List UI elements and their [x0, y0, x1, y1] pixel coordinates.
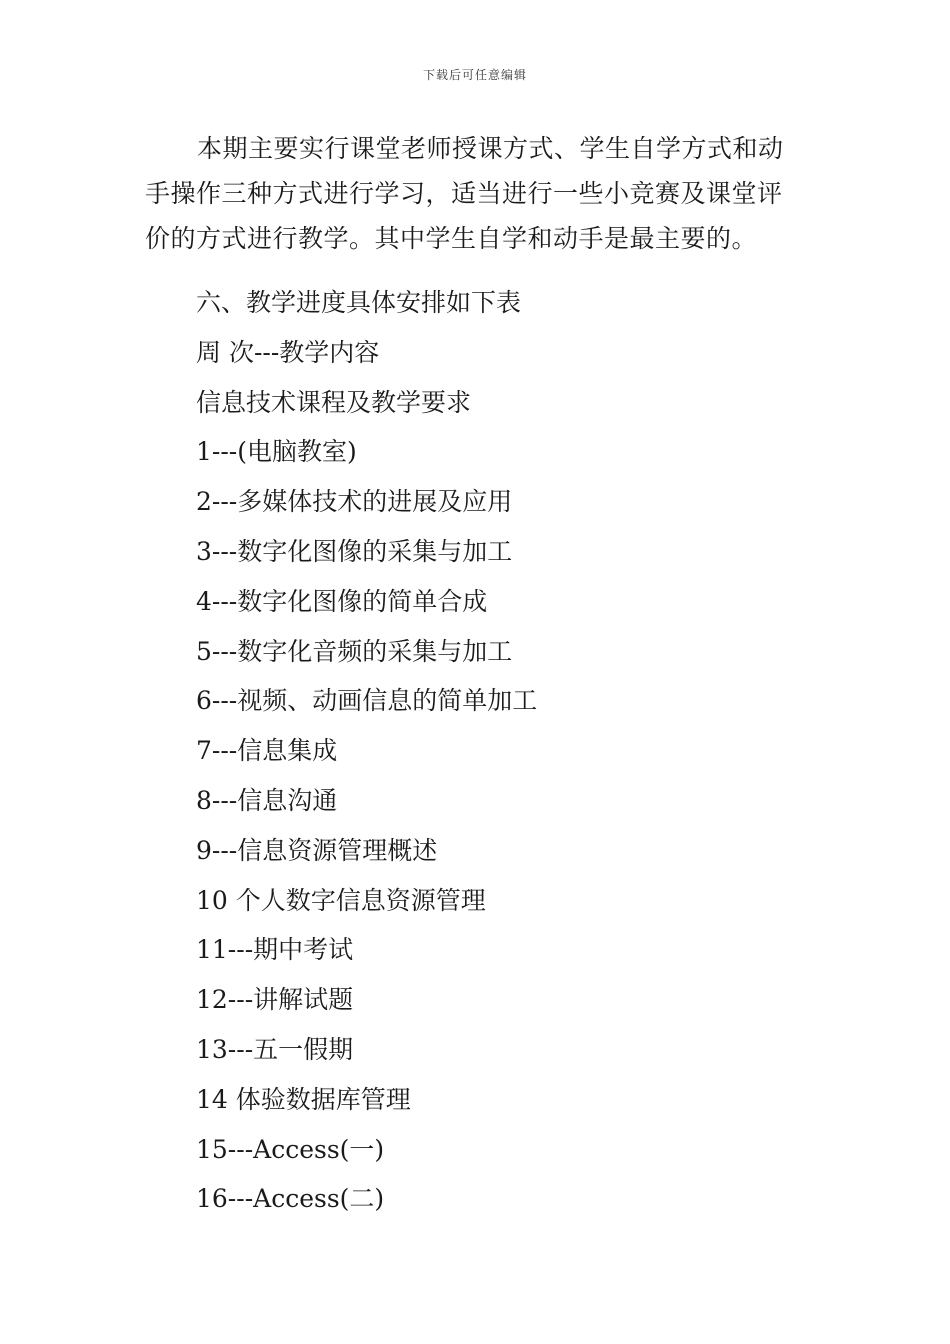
- schedule-list: [196, 278, 537, 1224]
- intro-line: 手操作三种方式进行学习，适当进行一些小竞赛及课堂评: [145, 179, 783, 208]
- intro-line: 价的方式进行教学。其中学生自学和动手是最主要的。: [145, 224, 758, 253]
- list-item: 13---五一假期: [196, 1034, 354, 1064]
- list-item: 9---信息资源管理概述: [196, 835, 438, 865]
- list-item: 15---Access(一): [196, 1134, 385, 1164]
- intro-line: 本期主要实行课堂老师授课方式、学生自学方式和动: [197, 134, 784, 163]
- list-item: 5---数字化音频的采集与加工: [196, 636, 513, 666]
- list-item: 周 次---教学内容: [196, 337, 380, 367]
- page-header: 下载后可任意编辑: [422, 68, 527, 82]
- list-item: 14 体验数据库管理: [196, 1084, 411, 1114]
- list-item: 6---视频、动画信息的简单加工: [196, 686, 538, 716]
- list-item: 1---(电脑教室): [196, 437, 357, 467]
- list-item: 2---多媒体技术的进展及应用: [196, 487, 513, 517]
- list-item: 16---Access(二): [196, 1184, 385, 1214]
- list-item: 8---信息沟通: [196, 785, 338, 815]
- intro-paragraph: [145, 126, 810, 261]
- section-heading: 六、教学进度具体安排如下表: [196, 288, 522, 317]
- list-item: 10 个人数字信息资源管理: [196, 885, 486, 915]
- list-item: 4---数字化图像的简单合成: [196, 586, 488, 616]
- list-item: 信息技术课程及教学要求: [196, 387, 472, 417]
- list-item: 3---数字化图像的采集与加工: [196, 536, 513, 566]
- list-item: 12---讲解试题: [196, 985, 354, 1015]
- list-item: 7---信息集成: [196, 736, 338, 766]
- list-item: 11---期中考试: [196, 935, 354, 965]
